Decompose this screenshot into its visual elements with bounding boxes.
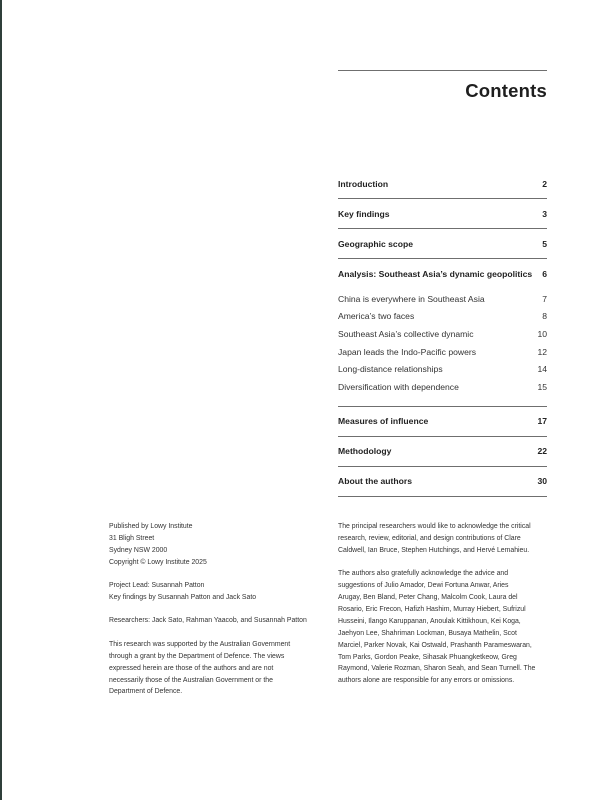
toc-title: Contents <box>465 80 547 101</box>
toc-entry-page: 3 <box>542 208 547 219</box>
ack-line: Jaehyon Lee, Shahriman Lockman, Busaya Mathelin, Scot <box>338 629 517 637</box>
ack-line: The authors also gratefully acknowledge the advice and <box>338 570 509 578</box>
researchers-block <box>109 615 317 627</box>
toc-entry-label: Analysis: Southeast Asia’s dynamic geopolitics <box>338 268 533 279</box>
toc-subentry-japan[interactable] <box>338 343 547 361</box>
toc-subentry-page: 15 <box>537 381 547 392</box>
funding-line: through a grant by the Department of Defence. The views <box>109 652 285 660</box>
toc-entry-introduction[interactable] <box>338 169 547 199</box>
toc-entry-label: Key findings <box>338 208 390 219</box>
toc-subentry-label: Southeast Asia’s collective dynamic <box>338 328 474 339</box>
ack-line: Marciel, Parker Novak, Kai Ostwald, Prashanth Parameswaran, <box>338 641 532 649</box>
toc-entry-about-authors[interactable] <box>338 467 547 497</box>
key-findings-credit: Key findings by Susannah Patton and Jack Sato <box>109 594 257 602</box>
publication-details <box>109 521 317 710</box>
table-of-contents <box>338 70 547 497</box>
acknowledgements <box>338 521 550 699</box>
publisher-name: Published by Lowy Institute <box>109 523 193 530</box>
toc-subentry-label: Long-distance relationships <box>338 364 443 375</box>
toc-entry-page: 22 <box>537 446 547 457</box>
toc-subentry-china[interactable] <box>338 290 547 308</box>
project-lead-block <box>109 580 317 604</box>
toc-subentry-page: 14 <box>537 364 547 375</box>
ack-line: Caldwell, Ian Bruce, Stephen Hutchings, and Hervé Lemahieu. <box>338 546 530 554</box>
toc-entry-analysis[interactable] <box>338 259 547 288</box>
toc-subentry-label: America’s two faces <box>338 311 415 322</box>
toc-entry-page: 6 <box>542 268 547 279</box>
ack-line: Raymond, Valerie Rozman, Sharon Seah, and Sean Turnell. The <box>338 665 536 673</box>
funding-line: Department of Defence. <box>109 688 183 696</box>
funding-line: expressed herein are those of the authors and are not <box>109 664 274 672</box>
toc-subentry-america[interactable] <box>338 308 547 326</box>
toc-subentry-diversification[interactable] <box>338 378 547 396</box>
toc-entry-key-findings[interactable] <box>338 199 547 229</box>
toc-subentry-label: Diversification with dependence <box>338 381 459 392</box>
researchers-line: Researchers: Jack Sato, Rahman Yaacob, and Susannah Patton <box>109 617 307 625</box>
toc-subentry-page: 10 <box>537 328 547 339</box>
ack-line: research, review, editorial, and design contributions of Clare <box>338 534 521 542</box>
toc-list <box>338 169 547 497</box>
toc-subentry-collective[interactable] <box>338 325 547 343</box>
publisher-street: 31 Bligh Street <box>109 534 155 542</box>
acknowledgement-paragraph-1 <box>338 521 550 557</box>
toc-entry-label: Methodology <box>338 446 392 457</box>
copyright-line: Copyright © Lowy Institute 2025 <box>109 558 207 566</box>
toc-analysis-subsections <box>338 288 547 407</box>
toc-entry-label: Introduction <box>338 178 389 189</box>
funding-line: This research was supported by the Australian Government <box>109 640 291 648</box>
ack-line: The principal researchers would like to acknowledge the critical <box>338 523 531 530</box>
toc-entry-page: 30 <box>537 476 547 487</box>
funding-line: necessarily those of the Australian Government or the <box>109 676 273 684</box>
ack-line: Arugay, Ben Bland, Peter Chang, Malcolm Cook, Laura del <box>338 594 518 602</box>
toc-entry-page: 5 <box>542 238 547 249</box>
ack-line: authors alone are responsible for any errors or omissions. <box>338 677 515 685</box>
toc-subentry-page: 12 <box>537 346 547 357</box>
toc-entry-geographic-scope[interactable] <box>338 229 547 259</box>
toc-entry-label: About the authors <box>338 476 412 487</box>
ack-line: suggestions of Julio Amador, Dewi Fortuna Anwar, Aries <box>338 582 509 590</box>
toc-entry-page: 2 <box>542 178 547 189</box>
publisher-city: Sydney NSW 2000 <box>109 546 168 554</box>
toc-subentry-label: China is everywhere in Southeast Asia <box>338 293 485 304</box>
toc-entry-label: Measures of influence <box>338 416 429 427</box>
project-lead-line: Project Lead: Susannah Patton <box>109 582 205 590</box>
toc-entry-page: 17 <box>537 416 547 427</box>
publisher-block <box>109 521 317 569</box>
page-edge-rule <box>0 0 2 800</box>
toc-subentry-long-distance[interactable] <box>338 360 547 378</box>
toc-subentry-label: Japan leads the Indo-Pacific powers <box>338 346 477 357</box>
funding-statement <box>109 639 317 699</box>
toc-top-divider <box>338 70 547 71</box>
toc-entry-label: Geographic scope <box>338 238 413 249</box>
ack-line: Rosario, Eric Frecon, Hafizh Hashim, Murray Hiebert, Sufrizul <box>338 605 526 613</box>
ack-line: Tom Parks, Gordon Peake, Sihasak Phuangketkeow, Greg <box>338 653 517 661</box>
acknowledgement-paragraph-2 <box>338 568 550 687</box>
toc-entry-methodology[interactable] <box>338 437 547 467</box>
toc-entry-measures[interactable] <box>338 407 547 437</box>
ack-line: Husseini, Ilango Karuppanan, Anoulak Kittikhoun, Kei Koga, <box>338 617 521 625</box>
toc-subentry-page: 8 <box>542 311 547 322</box>
toc-subentry-page: 7 <box>542 293 547 304</box>
